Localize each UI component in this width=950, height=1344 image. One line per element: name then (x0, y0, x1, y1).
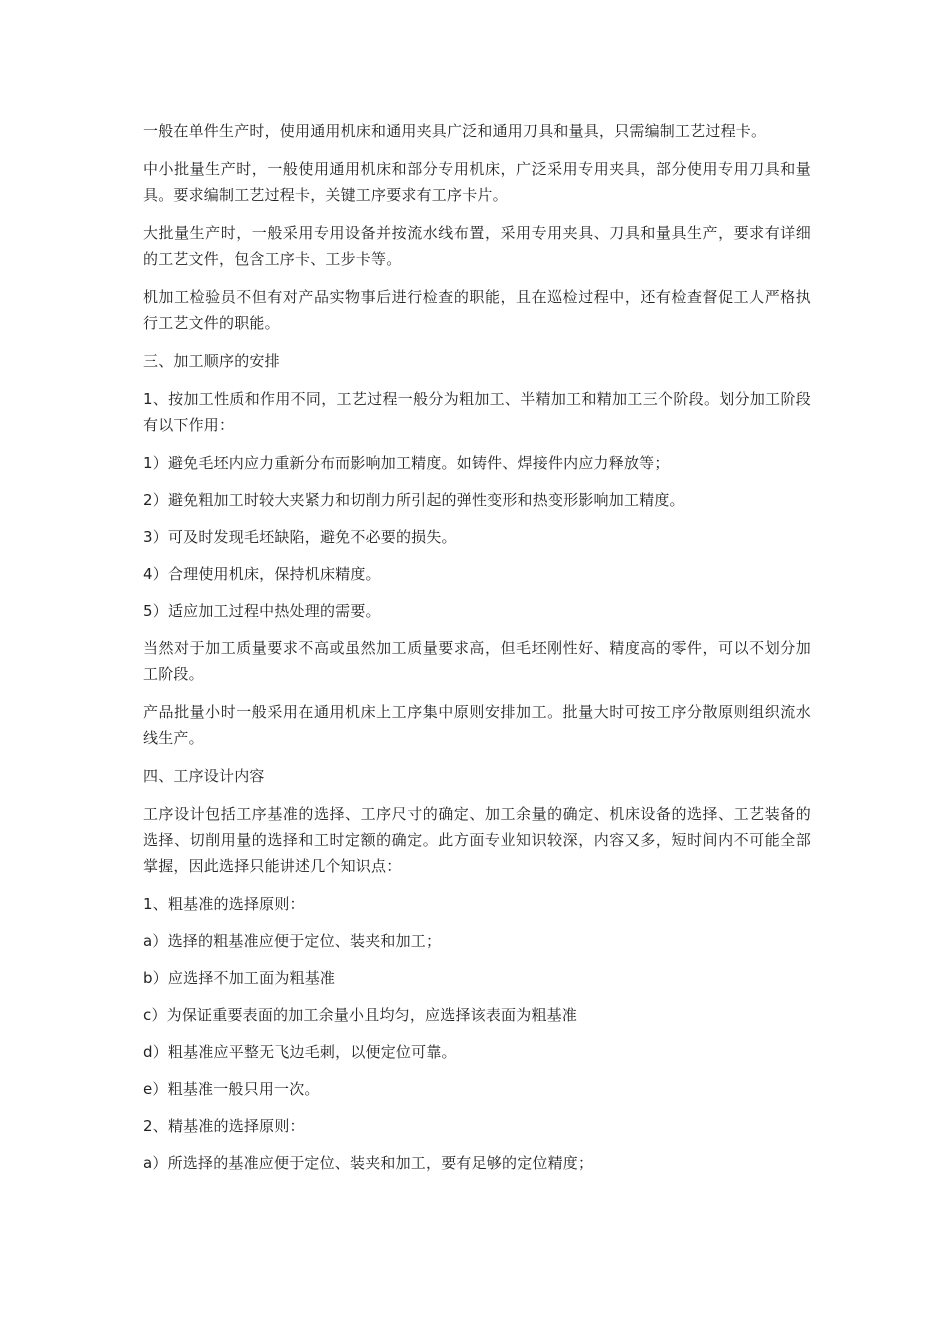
list-item: 3）可及时发现毛坯缺陷，避免不必要的损失。 (143, 528, 457, 546)
paragraph-inspector-duties: 机加工检验员不但有对产品实物事后进行检查的职能，且在巡检过程中，还有检查督促工人严格执行工艺文件的职能。 (143, 288, 811, 332)
paragraph-processing-stages: 1、按加工性质和作用不同，工艺过程一般分为粗加工、半精加工和精加工三个阶段。划分加工阶段有以下作用： (143, 390, 811, 434)
list-item: e）粗基准一般只用一次。 (143, 1080, 320, 1098)
document-page (143, 118, 811, 1187)
list-item: a）选择的粗基准应便于定位、装夹和加工； (143, 932, 442, 950)
list-item: a）所选择的基准应便于定位、装夹和加工，要有足够的定位精度； (143, 1154, 594, 1172)
section-heading-process-design: 四、工序设计内容 (143, 767, 265, 785)
paragraph-single-piece-production: 一般在单件生产时，使用通用机床和通用夹具广泛和通用刀具和量具，只需编制工艺过程卡。 (143, 122, 767, 140)
list-item: 4）合理使用机床，保持机床精度。 (143, 565, 381, 583)
list-item: b）应选择不加工面为粗基准 (143, 969, 336, 987)
paragraph-small-batch-production: 中小批量生产时，一般使用通用机床和部分专用机床，广泛采用专用夹具，部分使用专用刀具和量具。要求编制工艺过程卡，关键工序要求有工序卡片。 (143, 160, 811, 204)
section-heading-processing-order: 三、加工顺序的安排 (143, 352, 280, 370)
subheading-fine-datum: 2、精基准的选择原则： (143, 1117, 305, 1135)
list-item: 5）适应加工过程中热处理的需要。 (143, 602, 381, 620)
paragraph-no-stage-division: 当然对于加工质量要求不高或虽然加工质量要求高，但毛坯刚性好、精度高的零件，可以不划分加工阶段。 (143, 639, 811, 683)
paragraph-large-batch-production: 大批量生产时，一般采用专用设备并按流水线布置，采用专用夹具、刀具和量具生产，要求有详细的工艺文件，包含工序卡、工步卡等。 (143, 224, 811, 268)
list-item: c）为保证重要表面的加工余量小且均匀，应选择该表面为粗基准 (143, 1006, 578, 1024)
subheading-rough-datum: 1、粗基准的选择原则： (143, 895, 305, 913)
paragraph-process-design-contents: 工序设计包括工序基准的选择、工序尺寸的确定、加工余量的确定、机床设备的选择、工艺装备的选择、切削用量的选择和工时定额的确定。此方面专业知识较深，内容又多，短时间内不可能全部掌握，因此选择只能讲述几个知识点： (143, 805, 811, 875)
list-item: 2）避免粗加工时较大夹紧力和切削力所引起的弹性变形和热变形影响加工精度。 (143, 491, 685, 509)
list-item: d）粗基准应平整无飞边毛刺，以便定位可靠。 (143, 1043, 457, 1061)
paragraph-batch-arrangement: 产品批量小时一般采用在通用机床上工序集中原则安排加工。批量大时可按工序分散原则组织流水线生产。 (143, 703, 811, 747)
list-item: 1）避免毛坯内应力重新分布而影响加工精度。如铸件、焊接件内应力释放等； (143, 454, 670, 472)
